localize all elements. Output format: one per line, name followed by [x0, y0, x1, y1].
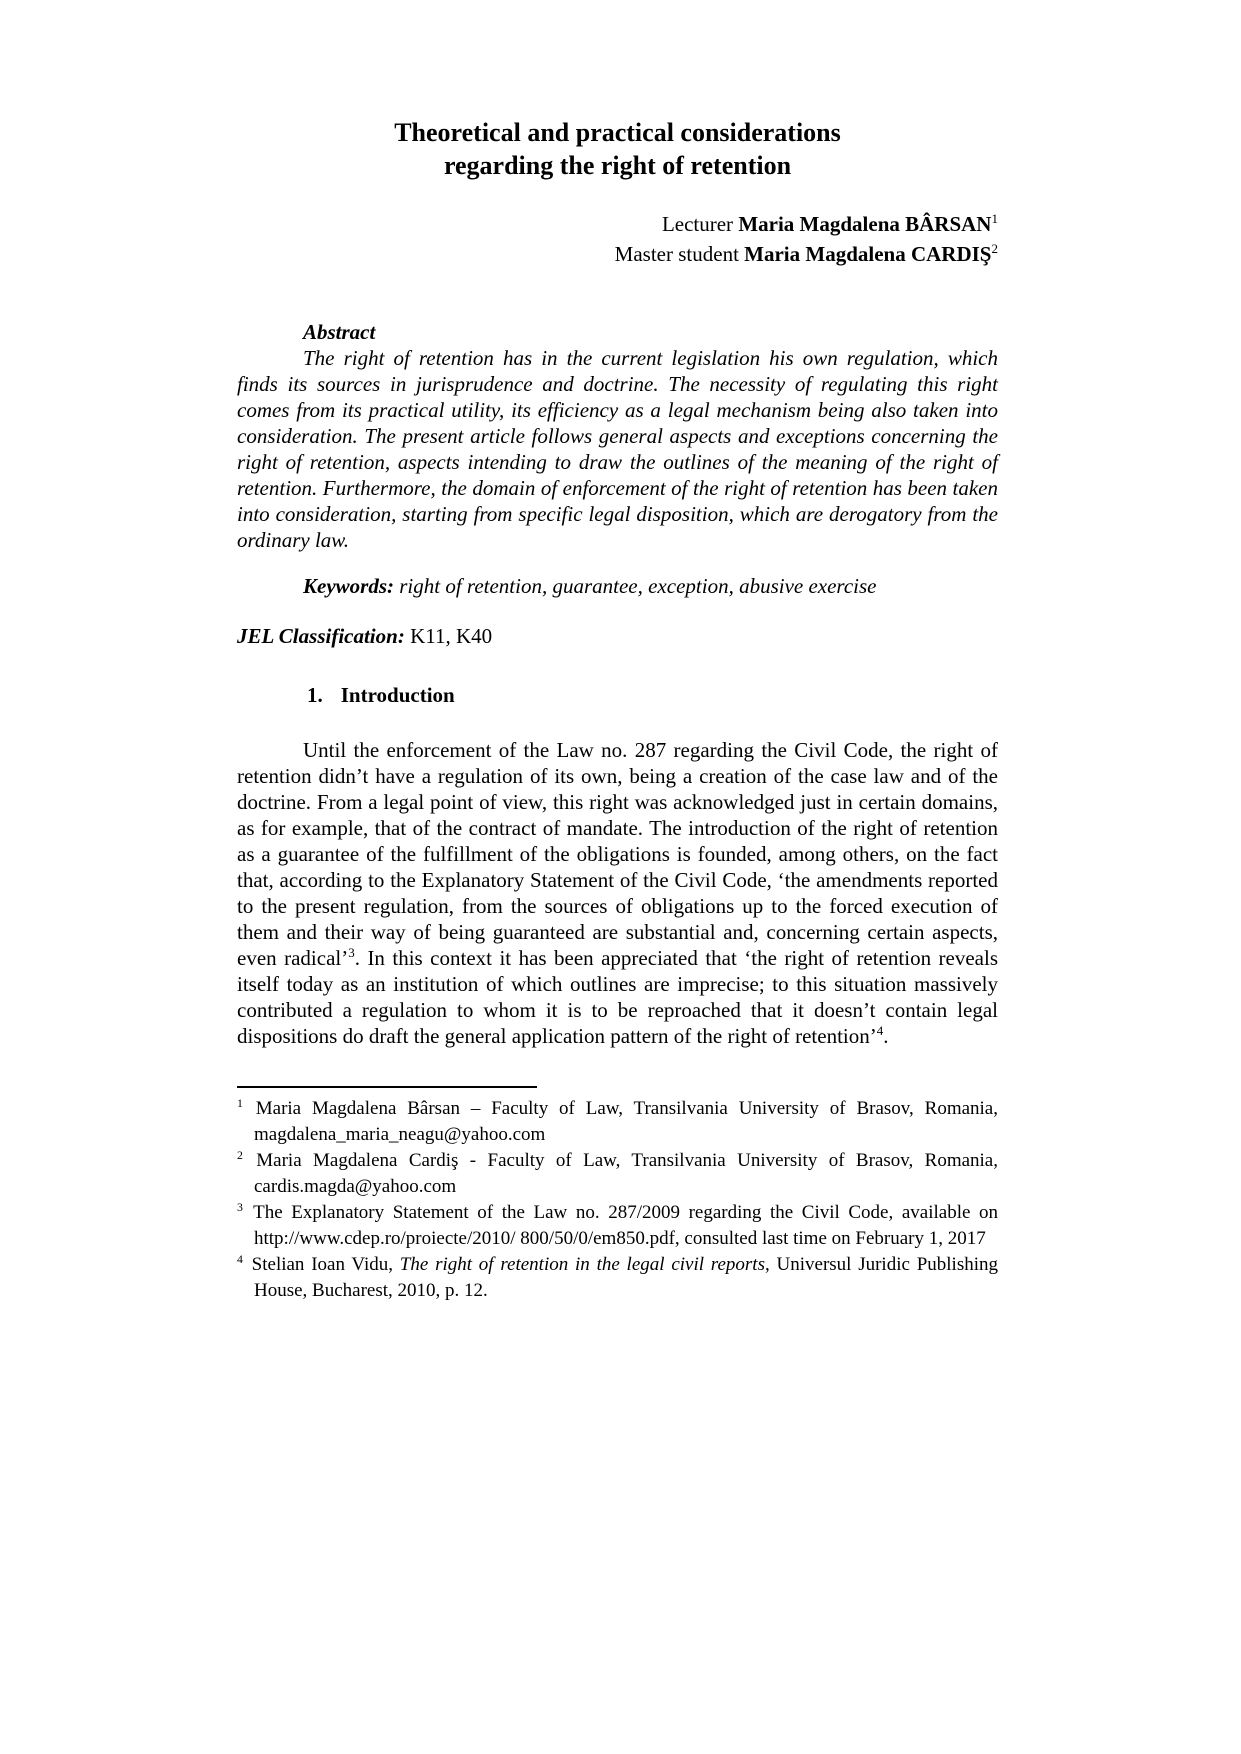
footnote-2 — [237, 1148, 998, 1200]
author-2-role: Master student — [614, 242, 745, 266]
abstract-text: The right of retention has in the current legislation his own regulation, which finds its sources in jurisprudence and doctrine. The necessity of regulating this right comes from its practical utility, its efficiency as a legal mechanism being also taken into consideration. The present article follows general aspects and exceptions concerning the right of retention, aspects intending to draw the outlines of the meaning of the right of retention. Furthermore, the domain of enforcement of the right of retention has been taken into consideration, starting from specific legal disposition, which are derogatory from the ordinary law. — [237, 346, 998, 552]
paper-content-column — [237, 0, 998, 1304]
footnote-ref-3: 3 — [348, 945, 355, 960]
author-line-2 — [237, 239, 998, 269]
page-title-line-2: regarding the right of retention — [443, 151, 792, 180]
author-block — [237, 209, 998, 269]
footnote-2-marker: 2 — [237, 1148, 243, 1162]
section-heading-introduction — [237, 682, 998, 708]
keywords-text: right of retention, guarantee, exception, abusive exercise — [394, 574, 877, 598]
footnote-4-text-suffix: , Universul Juridic Publishing House, Bucharest, 2010, p. 12. — [254, 1254, 998, 1301]
footnote-separator-rule — [237, 1086, 537, 1088]
author-2-name: Maria Magdalena CARDIŞ — [744, 242, 992, 266]
footnote-4-marker: 4 — [237, 1252, 243, 1266]
intro-paragraph-text-1: Until the enforcement of the Law no. 287 regarding the Civil Code, the right of retention didn’t have a regulation of its own, being a creation of the case law and of the doctrine. From a legal point of view, this right was acknowledged just in certain domains, as for example, that of the contract of mandate. The introduction of the right of retention as a guarantee of the fulfillment of the obligations is founded, among others, on the fact that, according to the Explanatory Statement of the Civil Code, ‘the amendments reported to the present regulation, from the sources of obligations up to the forced execution of them and their way of being guaranteed are substantial and, concerning certain aspects, even radical’ — [237, 738, 998, 970]
author-line-1 — [237, 209, 998, 239]
footnote-4-book-title: The right of retention in the legal civil reports — [399, 1254, 765, 1275]
footnote-1 — [237, 1096, 998, 1148]
page-title — [237, 0, 998, 182]
footnotes-block — [237, 1096, 998, 1304]
footnote-4-text-prefix: Stelian Ioan Vidu, — [244, 1254, 400, 1275]
footnote-3 — [237, 1200, 998, 1252]
section-number: 1. — [307, 683, 323, 707]
footnote-2-text: Maria Magdalena Cardiş - Faculty of Law, Transilvania University of Brasov, Romania, cardis.magda@yahoo.com — [244, 1150, 998, 1197]
jel-label: JEL Classification: — [237, 624, 405, 648]
keywords-label: Keywords: — [303, 574, 394, 598]
footnote-ref-4: 4 — [876, 1023, 884, 1038]
footnote-4 — [237, 1252, 998, 1304]
author-1-name: Maria Magdalena BÂRSAN — [738, 212, 992, 236]
jel-classification-line — [237, 623, 998, 649]
keywords-line — [237, 573, 998, 599]
footnote-3-text: The Explanatory Statement of the Law no. 287/2009 regarding the Civil Code, available on http://www.cdep.ro/proiecte/2010/ 800/50/0/em850.pdf, consulted last time on February 1, 2017 — [244, 1202, 998, 1249]
abstract-heading: Abstract — [303, 320, 376, 344]
footnote-1-text: Maria Magdalena Bârsan – Faculty of Law, Transilvania University of Brasov, Romania, magdalena_maria_neagu@yahoo.com — [244, 1098, 998, 1145]
intro-paragraph — [237, 737, 998, 1049]
author-1-role: Lecturer — [661, 212, 739, 236]
footnote-3-marker: 3 — [237, 1200, 243, 1214]
author-1-footnote-ref: 1 — [991, 211, 998, 226]
section-title: Introduction — [340, 683, 455, 707]
intro-paragraph-text-3: . — [883, 1024, 889, 1048]
page-title-line-1: Theoretical and practical considerations — [394, 118, 841, 147]
intro-paragraph-text-2: . In this context it has been appreciated that ‘the right of retention reveals itself today as an institution of which outlines are imprecise; to this situation massively contributed a regulation to whom it is to be reproached that it doesn’t contain legal dispositions do draft the general application pattern of the right of retention’ — [237, 946, 998, 1048]
author-2-footnote-ref: 2 — [991, 241, 998, 256]
jel-text: K11, K40 — [404, 624, 493, 648]
footnote-1-marker: 1 — [237, 1096, 243, 1110]
